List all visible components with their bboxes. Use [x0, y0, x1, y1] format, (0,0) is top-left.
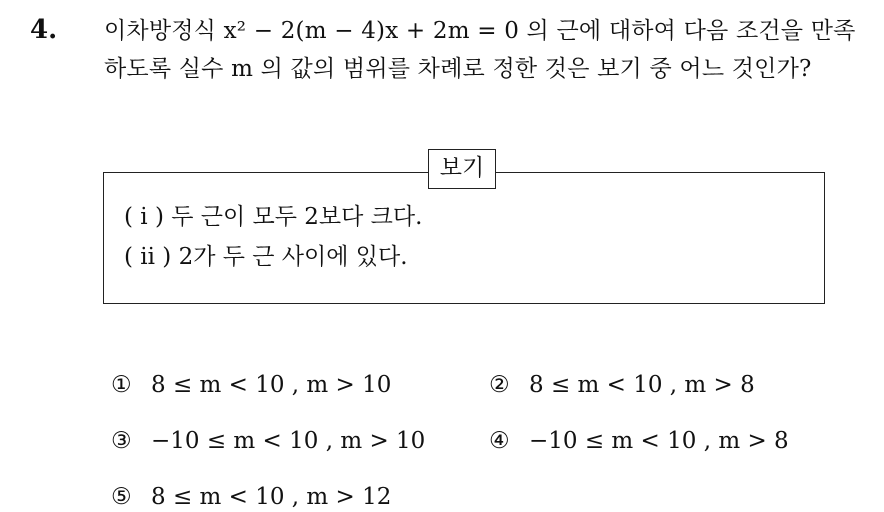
- stem-text-start: 이차방정식: [104, 18, 224, 44]
- bogi-box: [103, 172, 825, 304]
- choice-2[interactable]: [489, 370, 755, 400]
- question-number: 4.: [30, 15, 58, 45]
- stem-text-end: 의 근에 대하여 다음 조건을 만족하도록 실수 m 의 값의 범위를 차례로 정한 것은 보기 중 어느 것인가?: [104, 18, 856, 82]
- choice-5-mark: ⑤: [111, 484, 132, 510]
- choice-2-text: 8 ≤ m < 10 , m > 8: [529, 372, 755, 398]
- choice-5-text: 8 ≤ m < 10 , m > 12: [151, 484, 392, 510]
- question-stem: [104, 12, 874, 88]
- choice-1[interactable]: [111, 370, 391, 400]
- choice-4[interactable]: [489, 426, 789, 456]
- choice-4-text: −10 ≤ m < 10 , m > 8: [529, 428, 789, 454]
- choice-3-text: −10 ≤ m < 10 , m > 10: [151, 428, 426, 454]
- bogi-title: 보기: [428, 149, 496, 189]
- condition-i: ( i ) 두 근이 모두 2보다 크다.: [124, 204, 423, 230]
- choice-4-mark: ④: [489, 428, 510, 454]
- choice-1-mark: ①: [111, 372, 132, 398]
- quadratic-equation: x² − 2(m − 4)x + 2m = 0: [223, 18, 520, 44]
- choice-3[interactable]: [111, 426, 425, 456]
- choice-5[interactable]: [111, 482, 391, 512]
- condition-ii: ( ii ) 2가 두 근 사이에 있다.: [124, 244, 408, 270]
- choice-1-text: 8 ≤ m < 10 , m > 10: [151, 372, 392, 398]
- choice-2-mark: ②: [489, 372, 510, 398]
- choice-3-mark: ③: [111, 428, 132, 454]
